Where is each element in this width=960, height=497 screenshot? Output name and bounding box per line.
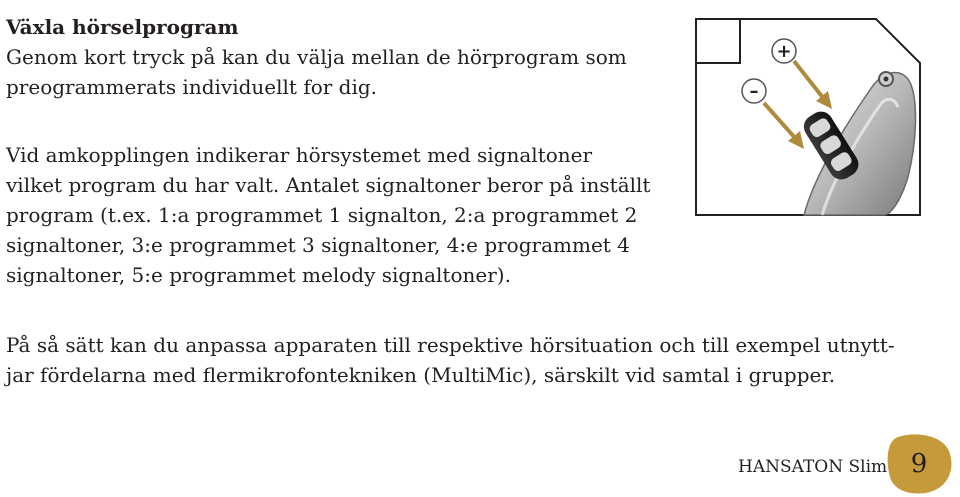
paragraph-line: På så sätt kan du anpassa apparaten till respektive hörsituation och till exempel utnytt- xyxy=(6,333,895,357)
corner-box xyxy=(696,19,740,63)
paragraph-line: Genom kort tryck på kan du välja mellan de hörprogram som xyxy=(6,45,627,69)
paragraph-line: vilket program du har valt. Antalet signaltoner beror på inställt xyxy=(6,173,651,197)
multimic-paragraph xyxy=(6,330,895,390)
plus-symbol: + xyxy=(776,41,792,62)
paragraph-line: signaltoner, 5:e programmet melody signaltoner). xyxy=(6,263,511,287)
page-number: 9 xyxy=(910,449,928,479)
paragraph-line: Vid amkopplingen indikerar hörsystemet med signaltoner xyxy=(6,143,593,167)
paragraph-line: preogrammerats individuellt for dig. xyxy=(6,75,378,99)
paragraph-line: jar fördelarna med flermikrofontekniken (MultiMic), särskilt vid samtal i grupper. xyxy=(6,363,836,387)
signal-tone-paragraph xyxy=(6,140,650,290)
paragraph-line: program (t.ex. 1:a programmet 1 signalton, 2:a programmet 2 xyxy=(6,203,638,227)
hearing-aid-illustration xyxy=(694,17,922,217)
footer-brand: HANSATON Slim xyxy=(738,457,888,477)
intro-paragraph xyxy=(6,42,627,102)
paragraph-line: signaltoner, 3:e programmet 3 signaltoner, 4:e programmet 4 xyxy=(6,233,630,257)
section-title: Växla hörselprogram xyxy=(6,15,239,39)
minus-symbol: – xyxy=(749,81,759,102)
